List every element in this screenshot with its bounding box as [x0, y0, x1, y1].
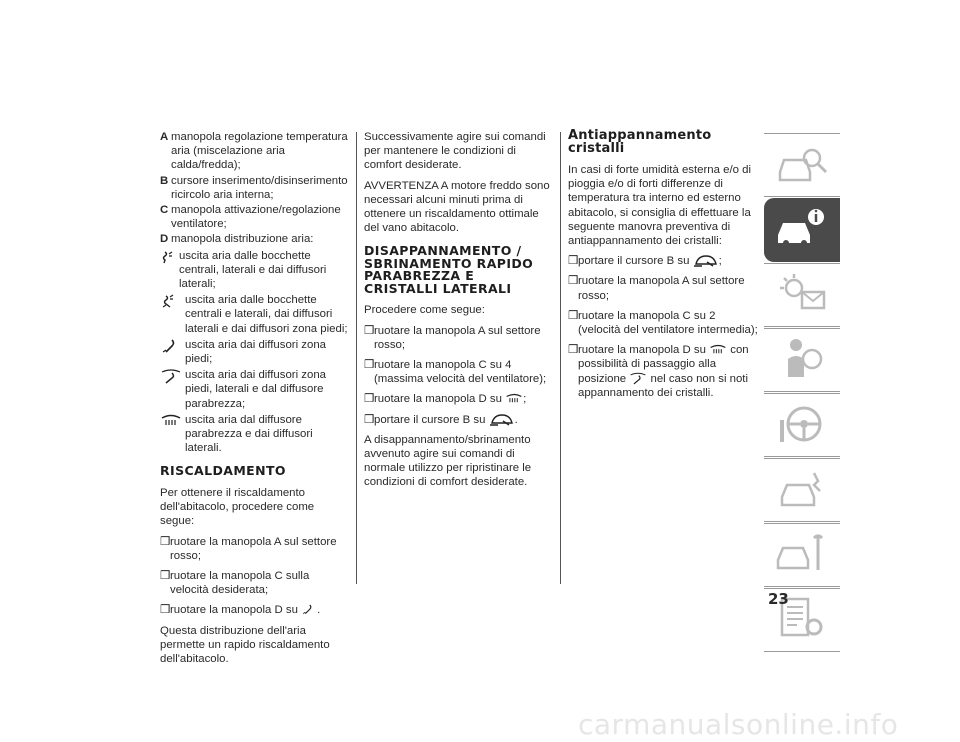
intro-text: Per ottenere il riscaldamento dell'abitacolo, procedere come segue: — [160, 486, 315, 528]
column-1 — [160, 130, 348, 672]
car-info-icon — [774, 205, 830, 253]
legend-item-c — [160, 203, 348, 231]
heading-disappannamento: DISAPPANNAMENTO / SBRINAMENTO RAPIDO PARABREZZA E CRISTALLI LATERALI — [364, 243, 534, 296]
car-crash-icon — [774, 465, 830, 513]
air-mode-item — [160, 413, 348, 456]
bullet-icon: ❒ — [364, 359, 375, 372]
steering-wheel-icon — [774, 400, 830, 448]
bullet-icon: ❒ — [160, 604, 171, 617]
recirculation-off-icon — [489, 413, 515, 427]
step-text: ruotare la manopola A sul settore rosso; — [170, 535, 337, 562]
windscreen-icon — [160, 414, 182, 428]
air-mode-text: uscita aria dai diffusori zona piedi, laterali e dal diffusore parabrezza; — [185, 369, 326, 410]
car-search-icon — [774, 140, 830, 188]
column-divider — [356, 132, 357, 584]
step-item — [568, 274, 758, 302]
outro-text: A disappannamento/sbrinamento avvenuto agire sui comandi di normale utilizzo per ripristinare le condizioni di comfort desiderate. — [364, 433, 532, 489]
step-item — [364, 358, 552, 386]
paragraph: Successivamente agire sui comandi per mantenere le condizioni di comfort desiderate. — [364, 131, 546, 172]
step-text: ruotare la manopola D su — [578, 344, 706, 357]
step-text: con possibilità di passaggio alla posizione — [578, 344, 749, 385]
bullet-icon: ❒ — [160, 569, 171, 582]
bullet-icon: ❒ — [568, 309, 579, 322]
step-text: portare il cursore B su — [374, 413, 486, 426]
bullet-icon: ❒ — [160, 535, 171, 548]
legend-item-a — [160, 130, 348, 173]
feet-windscreen-icon — [160, 369, 182, 385]
step-item — [568, 254, 758, 268]
air-mode-text: uscita aria dalle bocchette centrali e laterali, dai diffusori laterali e dai diffusori zona piedi; — [185, 294, 348, 335]
feet-icon — [160, 339, 182, 355]
tab-emergency[interactable] — [764, 458, 840, 522]
bullet-icon: ❒ — [568, 255, 579, 268]
step-item — [364, 392, 552, 406]
intro-text: In casi di forte umidità esterna e/o di pioggia e/o di forti differenze di temperatura tra interno ed esterno abitacolo, si consiglia di effettuare la seguente manovra preventiva di antiappannamento dei cristalli: — [568, 164, 751, 248]
outro-text: Questa distribuzione dell'aria permette un rapido riscaldamento dell'abitacolo. — [160, 624, 330, 666]
bullet-icon: ❒ — [568, 275, 579, 288]
legend-item-d — [160, 232, 348, 246]
step-item — [160, 569, 348, 597]
bullet-icon: ❒ — [364, 393, 375, 406]
step-text: portare il cursore B su — [578, 255, 690, 268]
step-text: ruotare la manopola C su 4 (massima velocità del ventilatore); — [374, 359, 547, 386]
vent-center-icon — [160, 250, 176, 266]
tab-car-info[interactable] — [764, 198, 840, 262]
air-mode-item — [160, 293, 348, 336]
step-text: ruotare la manopola C sulla velocità desiderata; — [170, 569, 310, 597]
air-mode-text: uscita aria dai diffusori zona piedi; — [185, 338, 326, 366]
bullet-icon: ❒ — [364, 324, 375, 337]
watermark: carmanualsonline.info — [578, 708, 899, 741]
air-mode-item — [160, 368, 348, 411]
car-wrench-icon — [774, 530, 830, 578]
bullet-icon: ❒ — [364, 413, 375, 426]
tab-driving[interactable] — [764, 393, 840, 457]
tab-warnings[interactable] — [764, 263, 840, 327]
airbag-icon — [774, 335, 830, 383]
step-text: ruotare la manopola A sul settore rosso; — [374, 324, 541, 351]
air-mode-item — [160, 249, 348, 292]
air-mode-item — [160, 338, 348, 366]
step-item — [364, 413, 552, 427]
step-item — [568, 343, 758, 400]
intro-text: Procedere come segue: — [364, 304, 485, 317]
page-number: 23 — [768, 590, 789, 608]
feet-windscreen-icon — [629, 372, 647, 386]
legend-key: A — [160, 131, 169, 143]
bullet-icon: ❒ — [568, 344, 579, 357]
column-2 — [364, 130, 552, 496]
recirculation-off-icon — [693, 254, 719, 268]
step-text: ruotare la manopola A sul settore rosso; — [578, 275, 745, 302]
legend-text: manopola regolazione temperatura aria (miscelazione aria calda/fredda); — [171, 131, 348, 172]
windscreen-icon — [505, 393, 523, 405]
heading-antiappannamento: Antiappannamento cristalli — [568, 128, 712, 156]
windscreen-icon — [709, 344, 727, 356]
step-end: . — [317, 604, 321, 617]
step-end: . — [514, 413, 518, 426]
step-end: ; — [718, 255, 722, 268]
feet-icon — [301, 603, 317, 617]
step-item — [160, 535, 348, 563]
legend-text: manopola attivazione/regolazione ventilatore; — [171, 204, 341, 231]
column-3 — [568, 130, 758, 406]
step-text: ruotare la manopola C su 2 (velocità del ventilatore intermedia); — [578, 309, 758, 337]
light-envelope-icon — [774, 270, 830, 318]
step-text: ruotare la manopola D su — [374, 393, 502, 406]
legend-key: B — [160, 174, 169, 187]
legend-text: cursore inserimento/disinserimento ricircolo aria interna; — [171, 174, 348, 201]
air-mode-text: uscita aria dalle bocchette centrali, laterali e dai diffusori laterali; — [179, 249, 327, 291]
warning-paragraph: AVVERTENZA A motore freddo sono necessari alcuni minuti prima di ottenere un riscaldamento ottimale del vano abitacolo. — [364, 179, 550, 235]
tab-maintenance[interactable] — [764, 523, 840, 587]
air-mode-text: uscita aria dal diffusore parabrezza e dai diffusori laterali. — [185, 413, 313, 455]
legend-item-b — [160, 174, 348, 202]
legend-key: C — [160, 204, 169, 217]
step-item — [568, 309, 758, 337]
step-item — [160, 603, 348, 617]
column-divider — [560, 132, 561, 584]
step-item — [364, 324, 552, 352]
heading-riscaldamento: RISCALDAMENTO — [160, 463, 286, 479]
step-end: ; — [523, 393, 527, 406]
legend-text: manopola distribuzione aria: — [171, 233, 314, 246]
vent-center-feet-icon — [160, 294, 182, 310]
tab-dashboard[interactable] — [764, 133, 840, 197]
step-text: ruotare la manopola D su — [170, 604, 298, 617]
legend-key: D — [160, 233, 169, 246]
step-text: nel caso non si noti appannamento dei cristalli. — [578, 372, 749, 399]
tab-safety[interactable] — [764, 328, 840, 392]
